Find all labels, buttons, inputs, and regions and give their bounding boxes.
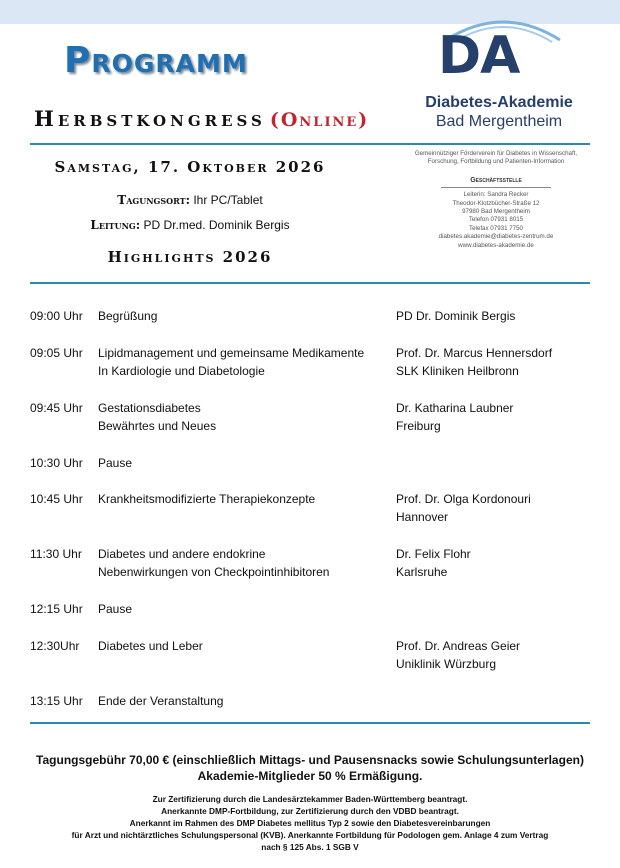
schedule-speaker <box>396 307 590 325</box>
schedule-time: 12:30Uhr <box>30 639 80 653</box>
speaker-line: Karlsruhe <box>396 565 448 579</box>
topic-line: Diabetes und Leber <box>98 639 203 653</box>
topic-line: Krankheitsmodifizierte Therapiekonzepte <box>98 492 316 506</box>
speaker-line: Hannover <box>396 510 449 524</box>
chair-value: PD Dr.med. Dominik Bergis <box>143 218 290 232</box>
topic-line: Diabetes und andere endokrine <box>98 547 266 561</box>
divider-bottom <box>30 722 590 724</box>
schedule-time: 13:15 Uhr <box>30 694 83 708</box>
topic-line: Pause <box>98 602 133 616</box>
logo-letters: DA <box>438 26 520 86</box>
office-title: Geschäftsstelle <box>470 176 522 184</box>
topic-line: Ende der Veranstaltung <box>98 694 224 708</box>
speaker-line: Prof. Dr. Olga Kordonouri <box>396 492 531 506</box>
topic-line: Nebenwirkungen von Checkpointinhibitoren <box>98 565 330 579</box>
schedule-time: 11:30 Uhr <box>30 547 82 561</box>
office-line: Telefax 07931 7750 <box>468 224 523 232</box>
topic-line: Begrüßung <box>98 309 158 323</box>
fee-line: Tagungsgebühr 70,00 € (einschließlich Mittags- und Pausensnacks sowie Schulungsunterlagen) <box>36 753 584 767</box>
schedule-topic <box>98 307 388 325</box>
organization-info <box>396 150 596 250</box>
schedule-topic <box>98 545 388 581</box>
schedule-time: 09:00 Uhr <box>30 309 83 323</box>
page-title: Programm <box>64 40 248 81</box>
schedule-time: 10:30 Uhr <box>30 456 83 470</box>
office-line: Theodor-Klotzbücher-Straße 12 <box>452 199 540 207</box>
certification-info <box>10 793 610 853</box>
speaker-line: SLK Kliniken Heilbronn <box>396 364 519 378</box>
speaker-line: Dr. Felix Flohr <box>396 547 471 561</box>
org-description-1: Gemeinnütziger Förderverein für Diabetes in Wissenschaft, <box>414 150 578 157</box>
event-name: Herbstkongress <box>34 106 266 131</box>
office-line: 97980 Bad Mergentheim <box>462 208 530 216</box>
schedule-speaker <box>396 490 590 526</box>
speaker-line: PD Dr. Dominik Bergis <box>396 309 516 323</box>
office-email: diabetes.akademie@diabetes-zentrum.de <box>438 233 554 241</box>
schedule-topic <box>98 637 388 655</box>
fee-info <box>20 752 600 784</box>
cert-line: Zur Zertifizierung durch die Landesärztekammer Baden-Württemberg beantragt. <box>152 794 468 804</box>
schedule-time: 09:45 Uhr <box>30 401 83 415</box>
schedule-speaker <box>396 344 590 380</box>
schedule-speaker <box>396 399 590 435</box>
venue-label: Tagungsort: <box>117 193 190 207</box>
speaker-line: Uniklinik Würzburg <box>396 657 497 671</box>
schedule-topic <box>98 490 388 508</box>
cert-line: für Arzt und nichtärztliches Schulungspersonal (KVB). Anerkannte Fortbildung für Podologen gem. Anlage 4 zum Vertrag <box>71 830 549 840</box>
event-date: Samstag, 17. Oktober 2026 <box>54 158 326 176</box>
event-subtitle <box>34 106 369 131</box>
schedule-topic <box>98 399 388 435</box>
schedule-speaker <box>396 545 590 581</box>
schedule-time: 12:15 Uhr <box>30 602 83 616</box>
highlights-heading: Highlights 2026 <box>107 248 273 266</box>
schedule-topic <box>98 344 388 380</box>
schedule-time: 09:05 Uhr <box>30 346 83 360</box>
org-description-2: Forschung, Fortbildung und Patienten-Information <box>427 158 565 166</box>
logo-name: Diabetes-Akademie <box>425 94 573 111</box>
cert-line: Anerkannte DMP-Fortbildung, zur Zertifizierung durch den VDBD beantragt. <box>161 806 459 816</box>
speaker-line: Freiburg <box>396 419 441 433</box>
schedule-topic <box>98 692 388 710</box>
topic-line: Pause <box>98 456 133 470</box>
speaker-line: Dr. Katharina Laubner <box>396 401 514 415</box>
schedule-topic <box>98 454 388 472</box>
topic-line: Gestationsdiabetes <box>98 401 201 415</box>
topic-line: Bewährtes und Neues <box>98 419 217 433</box>
diabetes-akademie-logo <box>404 14 594 134</box>
online-tag: (Online) <box>269 109 370 131</box>
office-divider <box>441 187 551 188</box>
speaker-line: Prof. Dr. Marcus Hennersdorf <box>396 346 553 360</box>
office-line: Leiterin: Sandra Recker <box>463 191 529 199</box>
topic-line: Lipidmanagement und gemeinsame Medikamente <box>98 346 365 360</box>
schedule-speaker <box>396 637 590 673</box>
fee-discount: Akademie-Mitglieder 50 % Ermäßigung. <box>197 769 423 783</box>
venue-value: Ihr PC/Tablet <box>193 193 263 207</box>
logo-city: Bad Mergentheim <box>435 113 563 130</box>
speaker-line: Prof. Dr. Andreas Geier <box>396 639 521 653</box>
topic-line: In Kardiologie und Diabetologie <box>98 364 265 378</box>
divider-top <box>30 143 590 145</box>
schedule-topic <box>98 600 388 618</box>
cert-line: nach § 125 Abs. 1 SGB V <box>261 842 359 852</box>
schedule-time: 10:45 Uhr <box>30 492 83 506</box>
divider-middle <box>30 282 590 284</box>
office-website: www.diabetes-akademie.de <box>458 241 534 249</box>
cert-line: Anerkannt im Rahmen des DMP Diabetes mellitus Typ 2 sowie den Diabetesvereinbarungen <box>129 818 491 828</box>
venue <box>30 193 350 207</box>
chair <box>30 218 350 232</box>
office-line: Telefon 07931 8015 <box>468 216 524 224</box>
chair-label: Leitung: <box>90 218 141 232</box>
